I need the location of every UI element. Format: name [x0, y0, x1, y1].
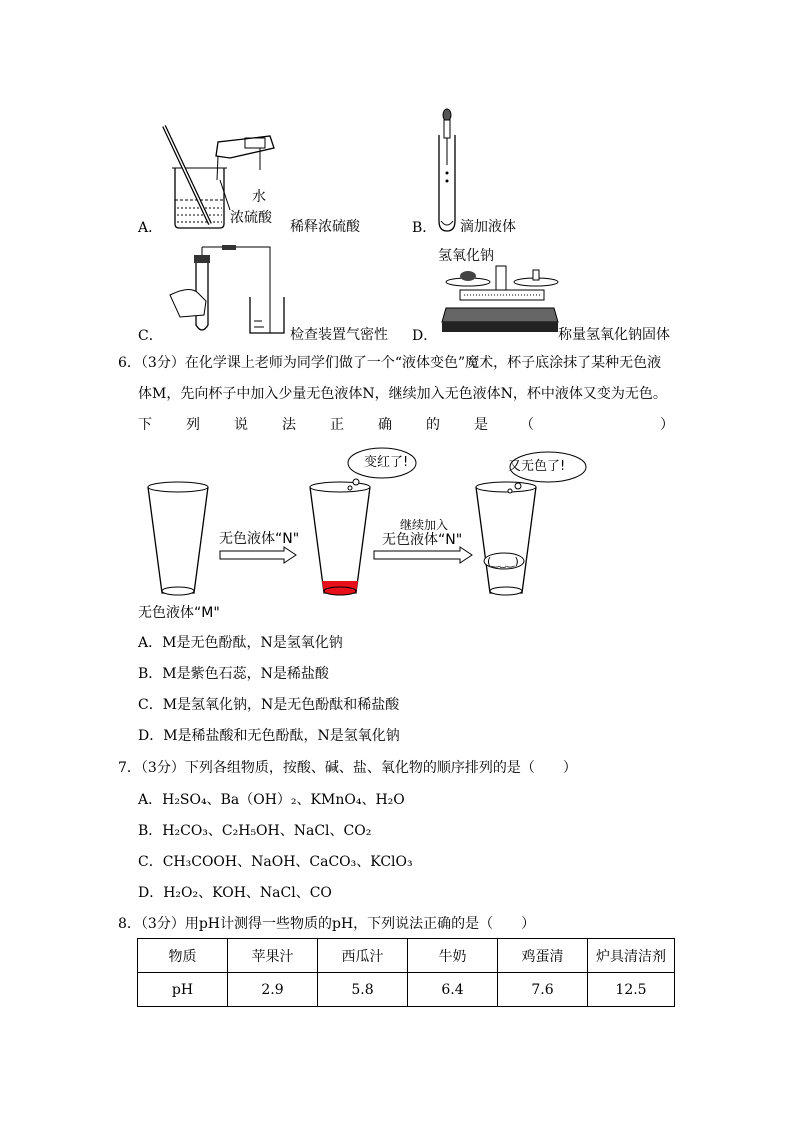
table-cell: 7.6 — [498, 973, 588, 1007]
q6-option-a: A．M是无色酚酞，N是氢氧化钠 — [138, 635, 343, 651]
table-cell: 牛奶 — [408, 939, 498, 973]
table-cell: 2.9 — [228, 973, 318, 1007]
label-water: 水 — [252, 189, 266, 205]
q8-stem: 8．（3分）用pH计测得一些物质的pH，下列说法正确的是（ ） — [118, 916, 536, 932]
table-cell: 苹果汁 — [228, 939, 318, 973]
label-conc-acid: 浓硫酸 — [230, 210, 272, 226]
option-d-label: 称量氢氧化钠固体 — [558, 327, 670, 343]
table-row — [138, 973, 675, 1007]
q7-option-c: C．CH₃COOH、NaOH、CaCO₃、KClO₃ — [138, 854, 413, 870]
table-row — [138, 939, 675, 973]
table-cell: 炉具清洁剂 — [588, 939, 675, 973]
table-cell: 西瓜汁 — [318, 939, 408, 973]
table-cell: 物质 — [138, 939, 228, 973]
q6-option-c: C．M是氢氧化钠，N是无色酚酞和稀盐酸 — [138, 697, 400, 713]
option-a-label: 稀释浓硫酸 — [290, 219, 360, 235]
bubble-colorless-again: 又无色了! — [508, 459, 566, 474]
q7-option-a: A．H₂SO₄、Ba（OH）₂、KMnO₄、H₂O — [138, 792, 405, 808]
figure-b-dropper — [425, 105, 465, 235]
bubble-turned-red: 变红了! — [364, 455, 409, 470]
q6-stem-line2: 体M，先向杯子中加入少量无色液体N，继续加入无色液体N，杯中液体又变为无色。 — [138, 386, 667, 402]
option-c-label: 检查装置气密性 — [290, 327, 388, 343]
table-cell: 12.5 — [588, 973, 675, 1007]
label-liquid-m: 无色液体“M" — [138, 605, 220, 621]
q7-stem: 7．（3分）下列各组物质，按酸、碱、盐、氧化物的顺序排列的是（ ） — [118, 760, 577, 776]
q7-option-b: B．H₂CO₃、C₂H₅OH、NaCl、CO₂ — [138, 823, 372, 839]
option-b-letter: B． — [412, 220, 437, 236]
q6-option-d: D．M是稀盐酸和无色酚酞，N是氢氧化钠 — [138, 728, 400, 744]
option-c-letter: C． — [138, 328, 163, 344]
table-cell: 5.8 — [318, 973, 408, 1007]
face-drawing: (‿_‿) — [487, 555, 519, 568]
q7-option-d: D．H₂O₂、KOH、NaCl、CO — [138, 885, 332, 901]
table-cell: 鸡蛋清 — [498, 939, 588, 973]
figure-d-balance — [440, 264, 560, 344]
table-cell: pH — [138, 973, 228, 1007]
figure-c-airtight — [160, 245, 290, 340]
arrow1-label: 无色液体“N" — [219, 531, 300, 547]
q6-stem-line1: 6．（3分）在化学课上老师为同学们做了一个“液体变色”魔术，杯子底涂抹了某种无色液 — [118, 355, 662, 371]
ph-table — [137, 938, 675, 1007]
option-a-letter: A． — [138, 220, 163, 236]
option-d-letter: D． — [412, 328, 438, 344]
label-naoh: 氢氧化钠 — [438, 248, 494, 264]
table-cell: 6.4 — [408, 973, 498, 1007]
q6-option-b: B．M是紫色石蕊，N是稀盐酸 — [138, 666, 329, 682]
arrow2-label-top: 继续加入 — [400, 518, 449, 532]
arrow2-label-bottom: 无色液体“N" — [382, 532, 463, 548]
option-b-label: 滴加液体 — [460, 219, 516, 235]
